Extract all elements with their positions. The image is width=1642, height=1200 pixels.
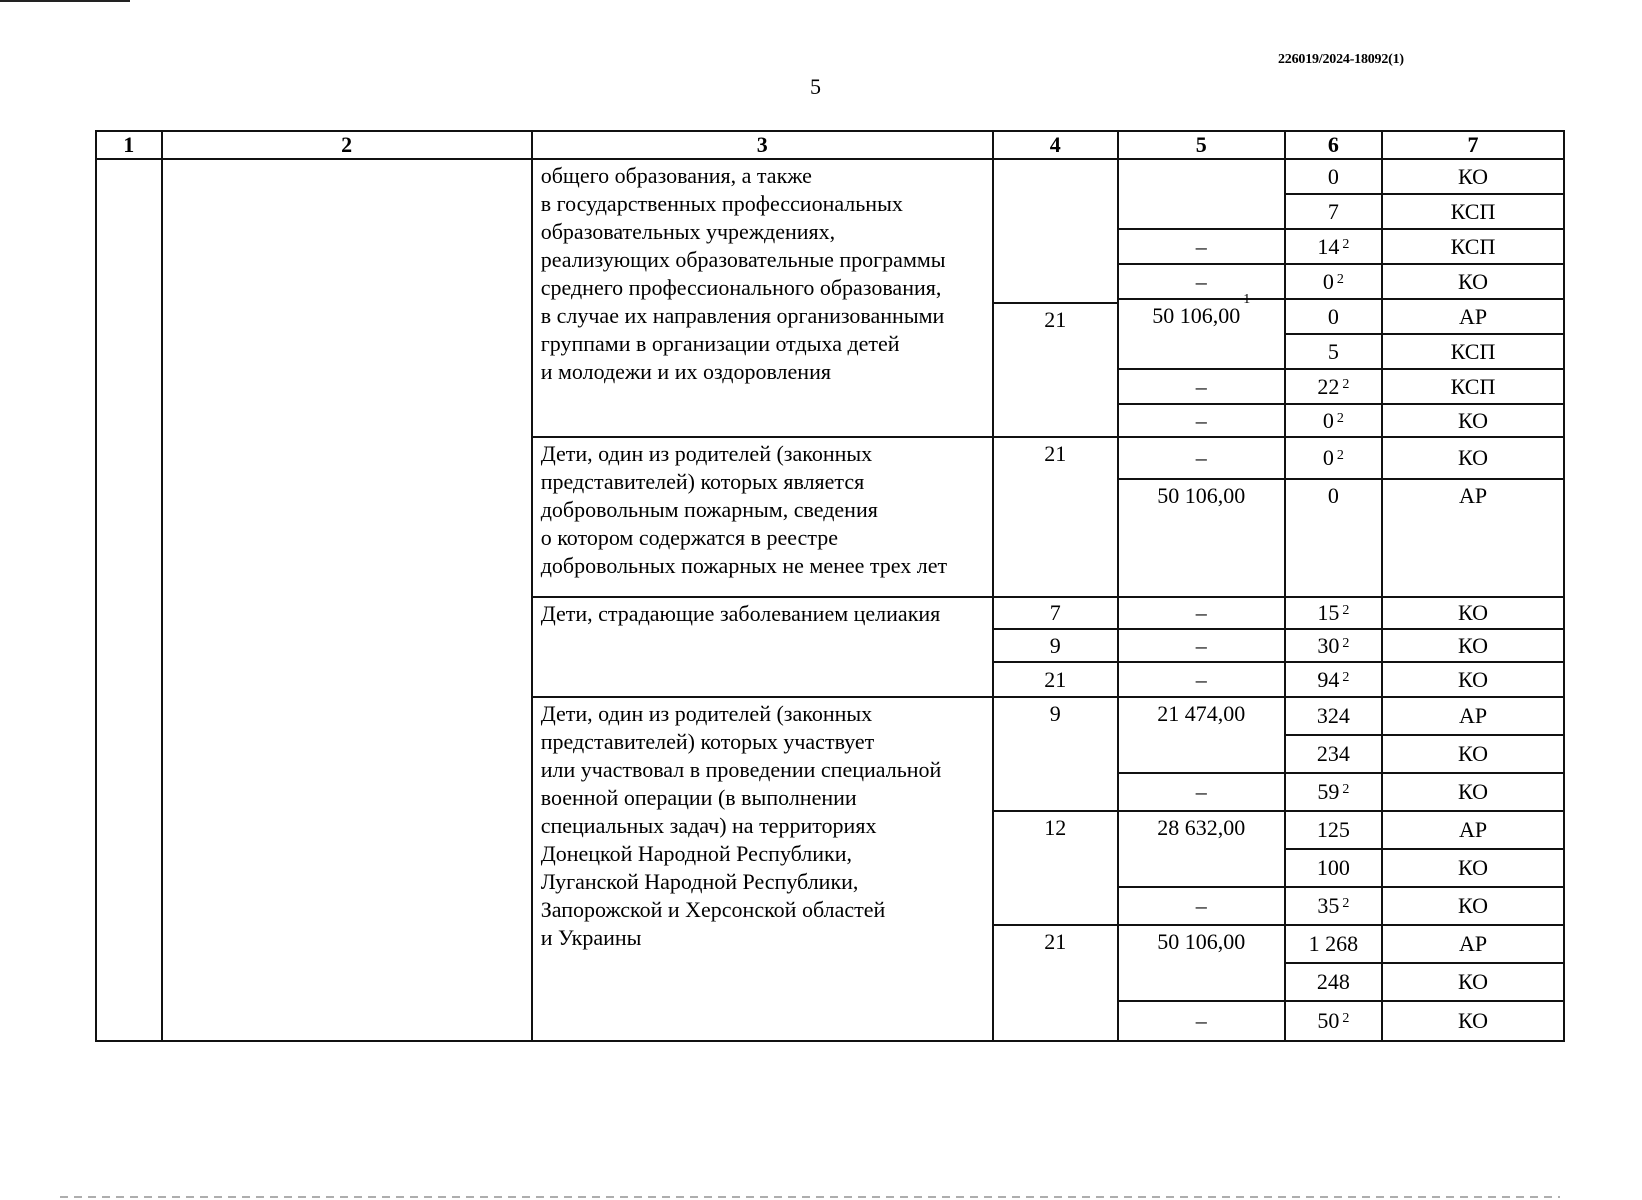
header-row (96, 131, 1564, 159)
count-value: 94 (1317, 666, 1340, 692)
count-value: 0 (1327, 303, 1339, 329)
text-line: Дети, страдающие заболеванием целиакия (540, 601, 941, 626)
count-value: 0 (1322, 445, 1334, 470)
category-code: КО (1383, 850, 1563, 888)
text-line: среднего профессионального образования, (540, 275, 942, 300)
category-code: АР (1383, 300, 1563, 335)
scan-edge-line (0, 0, 130, 2)
category-code: КО (1383, 964, 1563, 1002)
text-line: военной операции (в выполнении (540, 785, 857, 810)
category-code: АР (1383, 812, 1563, 850)
page-number: 5 (810, 74, 821, 99)
col-2-cell (162, 159, 532, 1041)
category-code: КО (1383, 265, 1563, 300)
group-2-col7 (1382, 437, 1564, 597)
table-body-row (96, 159, 1564, 437)
cost-value: 50 106,00 $^1$ (1119, 300, 1284, 370)
text-line: Донецкой Народной Республики, (540, 841, 853, 866)
cost-value: – (1119, 630, 1284, 663)
header-col-6: 6 (1285, 131, 1382, 159)
header-col-3: 3 (532, 131, 993, 159)
group-1-description (532, 159, 993, 437)
text-line: и Украины (540, 925, 642, 950)
header-col-7: 7 (1382, 131, 1564, 159)
count-value: 5 (1327, 338, 1339, 364)
category-code: КСП (1383, 230, 1563, 265)
group-3-col4 (993, 597, 1118, 697)
count-value: 15 (1317, 600, 1340, 625)
count-value: 0 (1322, 268, 1334, 294)
group-1-col6: 0 7 14 $^2$ 0 $^2$ 0 5 22 $^2$ 0 $^2$ (1285, 159, 1382, 437)
cost-value: – (1119, 230, 1284, 265)
category-code: КСП (1383, 195, 1563, 230)
category-code: АР (1458, 483, 1488, 508)
age-value: 21 (994, 302, 1117, 436)
header-col-1: 1 (96, 131, 162, 159)
count-value: 248 (1316, 969, 1350, 994)
group-3-col6: 15 $^2$ 30 $^2$ 94 $^2$ (1285, 597, 1382, 697)
text-line: образовательных учреждениях, (540, 219, 836, 244)
count-value: 0 (1322, 407, 1334, 433)
text-line: добровольных пожарных не менее трех лет (540, 553, 948, 578)
age-value: 12 (994, 812, 1117, 926)
age-value: 9 (994, 630, 1117, 663)
col-1-cell (96, 159, 162, 1041)
count-value: 234 (1316, 741, 1350, 766)
category-code: КО (1383, 160, 1563, 195)
count-value: 59 (1317, 779, 1340, 804)
group-2-col6: 0 $^2$ 0 (1285, 437, 1382, 597)
benefits-table (95, 130, 1565, 1042)
count-value: 35 (1317, 893, 1340, 918)
text-line: Луганской Народной Республики, (540, 869, 859, 894)
cost-value: – (1119, 774, 1284, 812)
text-line: представителей) которых является (540, 469, 865, 494)
group-3-description (532, 597, 993, 697)
count-value: 125 (1316, 817, 1350, 842)
text-line: о котором содержатся в реестре (540, 525, 838, 550)
text-line: представителей) которых участвует (540, 729, 875, 754)
text-line: Дети, один из родителей (законных (540, 441, 873, 466)
category-code: КО (1383, 438, 1563, 480)
group-2-col5 (1118, 437, 1285, 597)
text-line: группами в организации отдыха детей (540, 331, 900, 356)
cost-value: – (1119, 598, 1284, 630)
cost-value: – (1119, 888, 1284, 926)
age-value: 21 (1044, 929, 1067, 954)
text-line: общего образования, а также (540, 163, 812, 188)
group-2-description (532, 437, 993, 597)
category-code: КО (1383, 630, 1563, 663)
group-2-col4 (993, 437, 1118, 597)
count-value: 22 (1317, 373, 1340, 399)
cost-value: 21 474,00 (1119, 698, 1284, 774)
category-code: КСП (1383, 335, 1563, 370)
count-value: 1 268 (1308, 931, 1359, 956)
category-code: КО (1458, 407, 1489, 433)
text-line: Запорожской и Херсонской областей (540, 897, 886, 922)
age-value: 7 (994, 598, 1117, 630)
count-value: 50 (1317, 1008, 1340, 1033)
group-4-description (532, 697, 993, 1041)
count-value: 324 (1316, 703, 1350, 728)
text-line: специальных задач) на территориях (540, 813, 877, 838)
category-code: КО (1458, 666, 1489, 692)
cost-value: – (1195, 407, 1207, 433)
group-1-col4 (993, 159, 1118, 437)
category-code: КО (1458, 1008, 1489, 1033)
text-line: реализующих образовательные программы (540, 247, 946, 272)
text-line: или участвовал в проведении специальной (540, 757, 942, 782)
category-code: КО (1383, 774, 1563, 812)
text-line: в случае их направления организованными (540, 303, 945, 328)
cost-value: 50 106,00 (1157, 483, 1246, 508)
count-value: 7 (1327, 198, 1339, 224)
header-col-5: 5 (1118, 131, 1285, 159)
group-1-col7 (1382, 159, 1564, 437)
group-3-col7 (1382, 597, 1564, 697)
header-col-2: 2 (162, 131, 532, 159)
document-id: 226019/2024-18092(1) (1278, 52, 1404, 67)
age-value: 9 (994, 698, 1117, 812)
count-value: 0 (1327, 163, 1339, 189)
category-code: КО (1383, 888, 1563, 926)
text-line: и молодежи и их оздоровления (540, 359, 831, 384)
text-line: добровольным пожарным, сведения (540, 497, 878, 522)
category-code: КО (1383, 736, 1563, 774)
header-col-4: 4 (993, 131, 1118, 159)
count-value: 0 (1327, 483, 1339, 508)
cost-value: 28 632,00 (1119, 812, 1284, 888)
group-3-col5 (1118, 597, 1285, 697)
count-value: 30 (1317, 632, 1340, 658)
text-line: в государственных профессиональных (540, 191, 903, 216)
age-value: 21 (1044, 666, 1067, 692)
category-code: КСП (1383, 370, 1563, 405)
text-line: Дети, один из родителей (законных (540, 701, 873, 726)
count-value: 14 (1317, 233, 1340, 259)
category-code: КО (1383, 598, 1563, 630)
cost-value: – (1119, 265, 1284, 300)
count-value: 100 (1316, 855, 1350, 880)
category-code: АР (1383, 698, 1563, 736)
cost-value: – (1195, 1008, 1207, 1033)
cost-value: 50 106,00 (1119, 926, 1284, 1002)
group-4-col7 (1382, 697, 1564, 1041)
age-value: 21 (1044, 441, 1067, 466)
category-code: АР (1383, 926, 1563, 964)
cost-value: – (1119, 370, 1284, 405)
group-4-col6: 324 234 59 $^2$ 125 100 35 $^2$ 1 268 248 50 $^2$ (1285, 697, 1382, 1041)
cost-value: – (1119, 438, 1284, 480)
group-4-col4 (993, 697, 1118, 1041)
cost-value: – (1195, 666, 1207, 692)
group-4-col5 (1118, 697, 1285, 1041)
scan-edge-line (60, 1196, 1560, 1198)
group-1-col5 (1118, 159, 1285, 437)
